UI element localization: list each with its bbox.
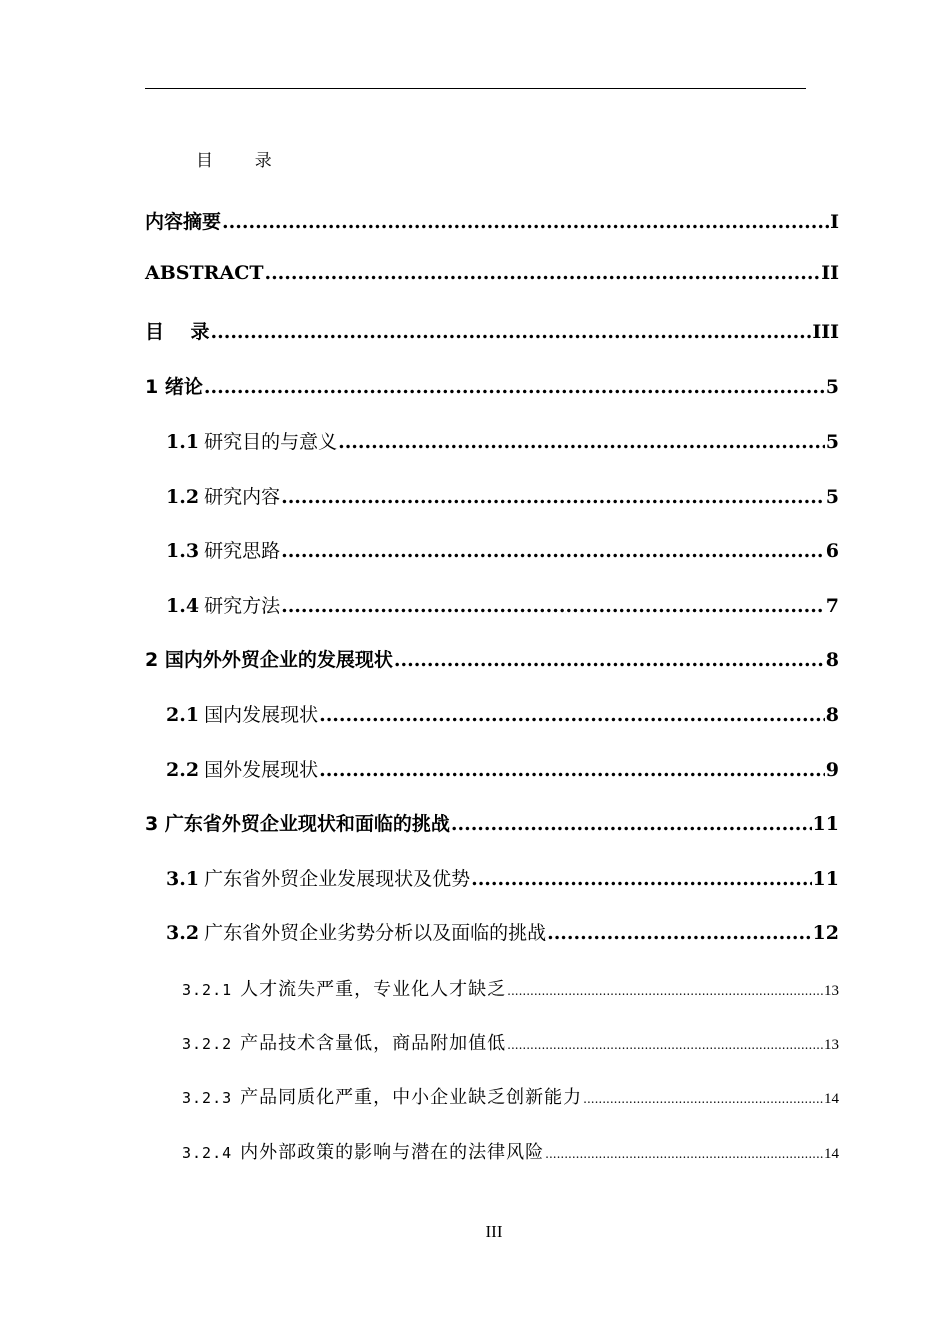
toc-entry-label: 目 录: [145, 321, 210, 343]
toc-page-number: 5: [825, 376, 839, 398]
toc-entry-label: 国外发展现状: [204, 759, 319, 781]
toc-entry-label: 1 绪论: [145, 376, 203, 398]
toc-entry-label: 研究目的与意义: [204, 431, 338, 453]
toc-leader-dots: [338, 431, 825, 453]
toc-page-number: III: [812, 321, 839, 343]
toc-leader-dots: [394, 649, 825, 671]
toc-section-number: 3.2: [166, 922, 200, 944]
toc-entry-section-1-2[interactable]: [166, 482, 839, 509]
toc-entry-chapter-2[interactable]: [145, 645, 839, 672]
toc-section-number: 2.1: [166, 704, 200, 726]
toc-page-number: 5: [825, 486, 839, 508]
toc-entry-label: 广东省外贸企业发展现状及优势: [204, 868, 471, 890]
toc-section-number: 3.2.2: [182, 1035, 233, 1053]
toc-leader-dots: [264, 262, 820, 284]
toc-entry-abstract-cn[interactable]: [145, 207, 839, 234]
toc-entry-label: 内外部政策的影响与潜在的法律风险: [240, 1142, 545, 1163]
toc-leader-dots: [451, 813, 812, 835]
toc-entry-abstract-en[interactable]: [145, 262, 839, 284]
table-of-contents: [145, 0, 839, 1344]
toc-entry-label: 国内发展现状: [204, 704, 319, 726]
toc-entry-contents[interactable]: [145, 317, 839, 344]
toc-leader-dots: [210, 321, 811, 343]
page-title: 目 录: [196, 151, 273, 171]
toc-entry-label: 研究思路: [204, 540, 281, 562]
toc-leader-dots: [471, 868, 811, 890]
toc-page-number: 11: [812, 813, 839, 835]
toc-section-number: 2.2: [166, 759, 200, 781]
toc-page-number: 14: [824, 1091, 839, 1107]
toc-leader-dots: [545, 1147, 823, 1161]
toc-page-number: 11: [812, 868, 839, 890]
toc-section-number: 3.2.1: [182, 981, 233, 999]
toc-entry-label: 研究方法: [204, 595, 281, 617]
toc-entry-label: 研究内容: [204, 486, 281, 508]
toc-entry-chapter-3[interactable]: [145, 809, 839, 836]
toc-leader-dots: [281, 540, 825, 562]
toc-section-number: 3.2.4: [182, 1144, 233, 1162]
toc-section-number: 3.1: [166, 868, 200, 890]
toc-entry-section-3-2[interactable]: [166, 918, 839, 945]
toc-leader-dots: [319, 759, 825, 781]
toc-page-number: 8: [825, 704, 839, 726]
toc-leader-dots: [281, 595, 825, 617]
toc-page-number: II: [821, 262, 839, 284]
toc-entry-subsection-3-2-2[interactable]: [182, 1029, 839, 1055]
toc-page-number: 7: [825, 595, 839, 617]
toc-page-number: 13: [824, 1037, 839, 1053]
toc-page-number: 9: [825, 759, 839, 781]
toc-section-number: 3.2.3: [182, 1089, 233, 1107]
toc-page-number: 8: [825, 649, 839, 671]
toc-entry-label: 2 国内外外贸企业的发展现状: [145, 649, 393, 671]
toc-leader-dots: [507, 1038, 823, 1052]
toc-section-number: 1.1: [166, 431, 200, 453]
toc-entry-section-1-4[interactable]: [166, 591, 839, 618]
toc-entry-label: 广东省外贸企业劣势分析以及面临的挑战: [204, 922, 547, 944]
toc-page-number: 13: [824, 983, 839, 999]
toc-leader-dots: [507, 984, 823, 998]
toc-section-number: 1.3: [166, 540, 200, 562]
toc-entry-section-1-1[interactable]: [166, 427, 839, 454]
toc-page-number: 14: [824, 1146, 839, 1162]
toc-page-number: I: [830, 211, 839, 233]
toc-entry-subsection-3-2-4[interactable]: [182, 1138, 839, 1164]
toc-page-number: 5: [825, 431, 839, 453]
footer-page-number: III: [485, 1222, 503, 1241]
toc-leader-dots: [547, 922, 811, 944]
toc-entry-label: 产品技术含量低，商品附加值低: [240, 1033, 507, 1054]
toc-page-number: 12: [812, 922, 839, 944]
toc-section-number: 1.2: [166, 486, 200, 508]
toc-entry-section-2-1[interactable]: [166, 700, 839, 727]
toc-entry-section-1-3[interactable]: [166, 536, 839, 563]
toc-entry-section-3-1[interactable]: [166, 864, 839, 891]
toc-entry-label: 人才流失严重，专业化人才缺乏: [240, 979, 507, 1000]
toc-leader-dots: [281, 486, 825, 508]
toc-leader-dots: [319, 704, 825, 726]
toc-entry-label: 3 广东省外贸企业现状和面临的挑战: [145, 813, 450, 835]
toc-page-number: 6: [825, 540, 839, 562]
toc-leader-dots: [222, 211, 829, 233]
toc-section-number: 1.4: [166, 595, 200, 617]
toc-entry-section-2-2[interactable]: [166, 755, 839, 782]
toc-entry-label: 内容摘要: [145, 211, 222, 233]
toc-entry-subsection-3-2-1[interactable]: [182, 975, 839, 1001]
toc-leader-dots: [204, 376, 825, 398]
toc-leader-dots: [583, 1092, 823, 1106]
toc-entry-chapter-1[interactable]: [145, 372, 839, 399]
toc-entry-subsection-3-2-3[interactable]: [182, 1083, 839, 1109]
toc-entry-label: 产品同质化严重，中小企业缺乏创新能力: [240, 1087, 583, 1108]
toc-entry-label: ABSTRACT: [145, 262, 264, 284]
